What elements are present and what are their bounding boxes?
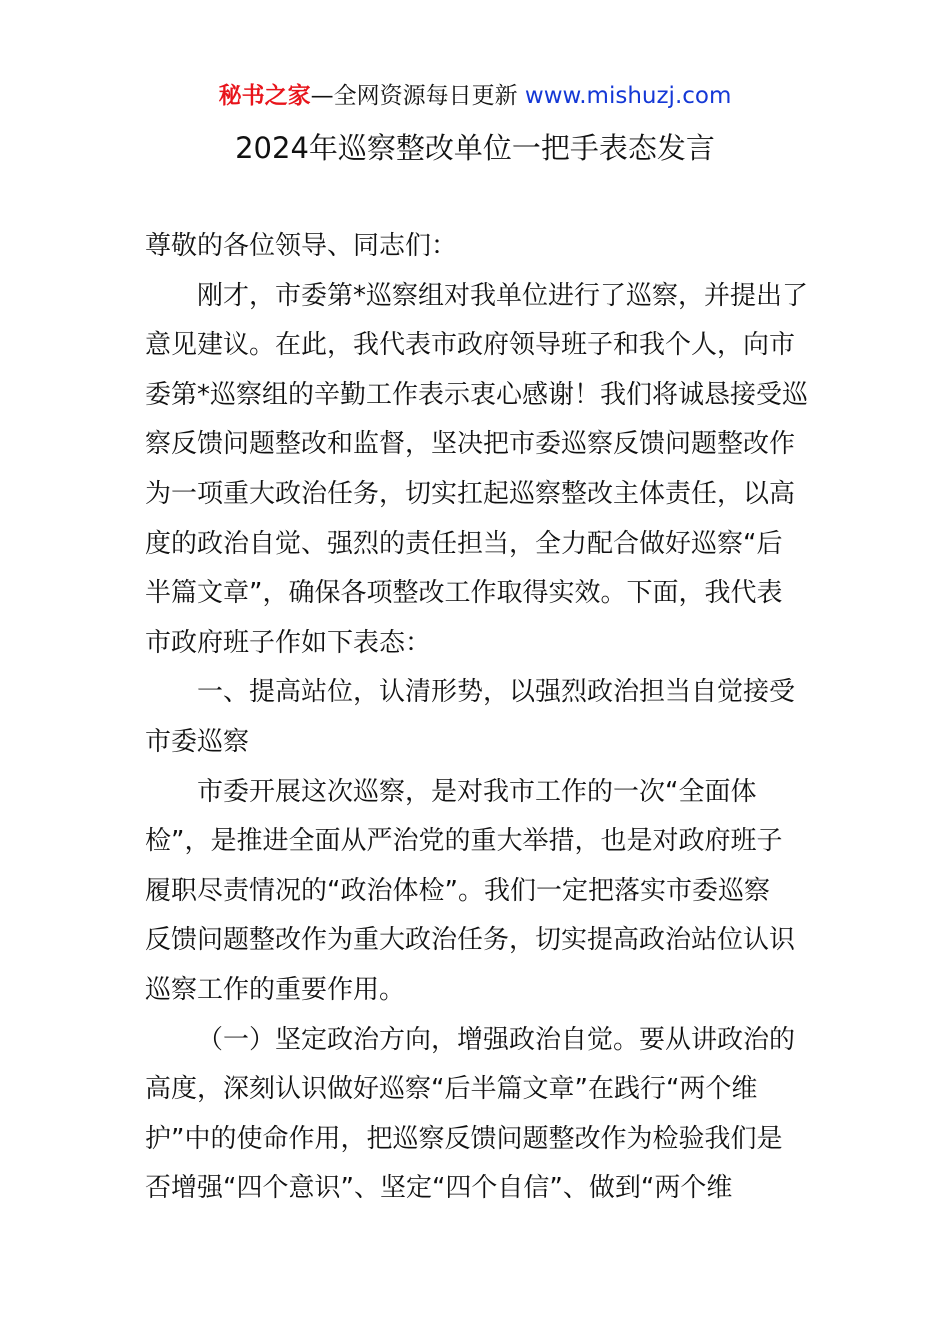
paragraph-line: 委第*巡察组的辛勤工作表示衷心感谢！我们将诚恳接受巡: [145, 379, 809, 410]
paragraph-line: 护”中的使命作用，把巡察反馈问题整改作为检验我们是: [145, 1123, 783, 1154]
site-brand: 秘书之家: [218, 83, 311, 109]
paragraph-line: 刚才，市委第*巡察组对我单位进行了巡察，并提出了: [197, 280, 809, 311]
paragraph-line: 否增强“四个意识”、坚定“四个自信”、做到“两个维: [145, 1173, 733, 1204]
paragraph-line: 反馈问题整改作为重大政治任务，切实提高政治站位认识: [145, 925, 796, 956]
site-header: [0, 78, 950, 114]
site-url-link[interactable]: www.mishuzj.com: [517, 83, 732, 109]
paragraph-line: 巡察工作的重要作用。: [145, 974, 406, 1005]
paragraph-line: 市政府班子作如下表态：: [145, 627, 432, 658]
section-heading-line: 市委巡察: [145, 726, 250, 757]
paragraph-line: 检”，是推进全面从严治党的重大举措，也是对政府班子: [145, 826, 783, 857]
paragraph-line: 度的政治自觉、强烈的责任担当，全力配合做好巡察“后: [145, 528, 783, 559]
section-heading-line: 一、提高站位，认清形势，以强烈政治担当自觉接受: [197, 677, 796, 708]
site-tagline: —全网资源每日更新: [310, 83, 518, 109]
paragraph-line: 意见建议。在此，我代表市政府领导班子和我个人，向市: [145, 330, 796, 361]
paragraph-line: 为一项重大政治任务，切实扛起巡察整改主体责任，以高: [145, 478, 796, 509]
document-body: [145, 226, 815, 1218]
document-title: 2024年巡察整改单位一把手表态发言: [235, 131, 715, 165]
salutation-line: 尊敬的各位领导、同志们：: [145, 231, 458, 261]
paragraph-line: 察反馈问题整改和监督，坚决把市委巡察反馈问题整改作: [145, 429, 796, 460]
paragraph-line: 市委开展这次巡察，是对我市工作的一次“全面体: [197, 776, 757, 807]
paragraph-line: 半篇文章”，确保各项整改工作取得实效。下面，我代表: [145, 578, 783, 609]
paragraph-line: 高度，深刻认识做好巡察“后半篇文章”在践行“两个维: [145, 1074, 758, 1105]
paragraph-line: 履职尽责情况的“政治体检”。我们一定把落实市委巡察: [145, 875, 770, 906]
subsection-line: （一）坚定政治方向，增强政治自觉。要从讲政治的: [197, 1024, 796, 1055]
